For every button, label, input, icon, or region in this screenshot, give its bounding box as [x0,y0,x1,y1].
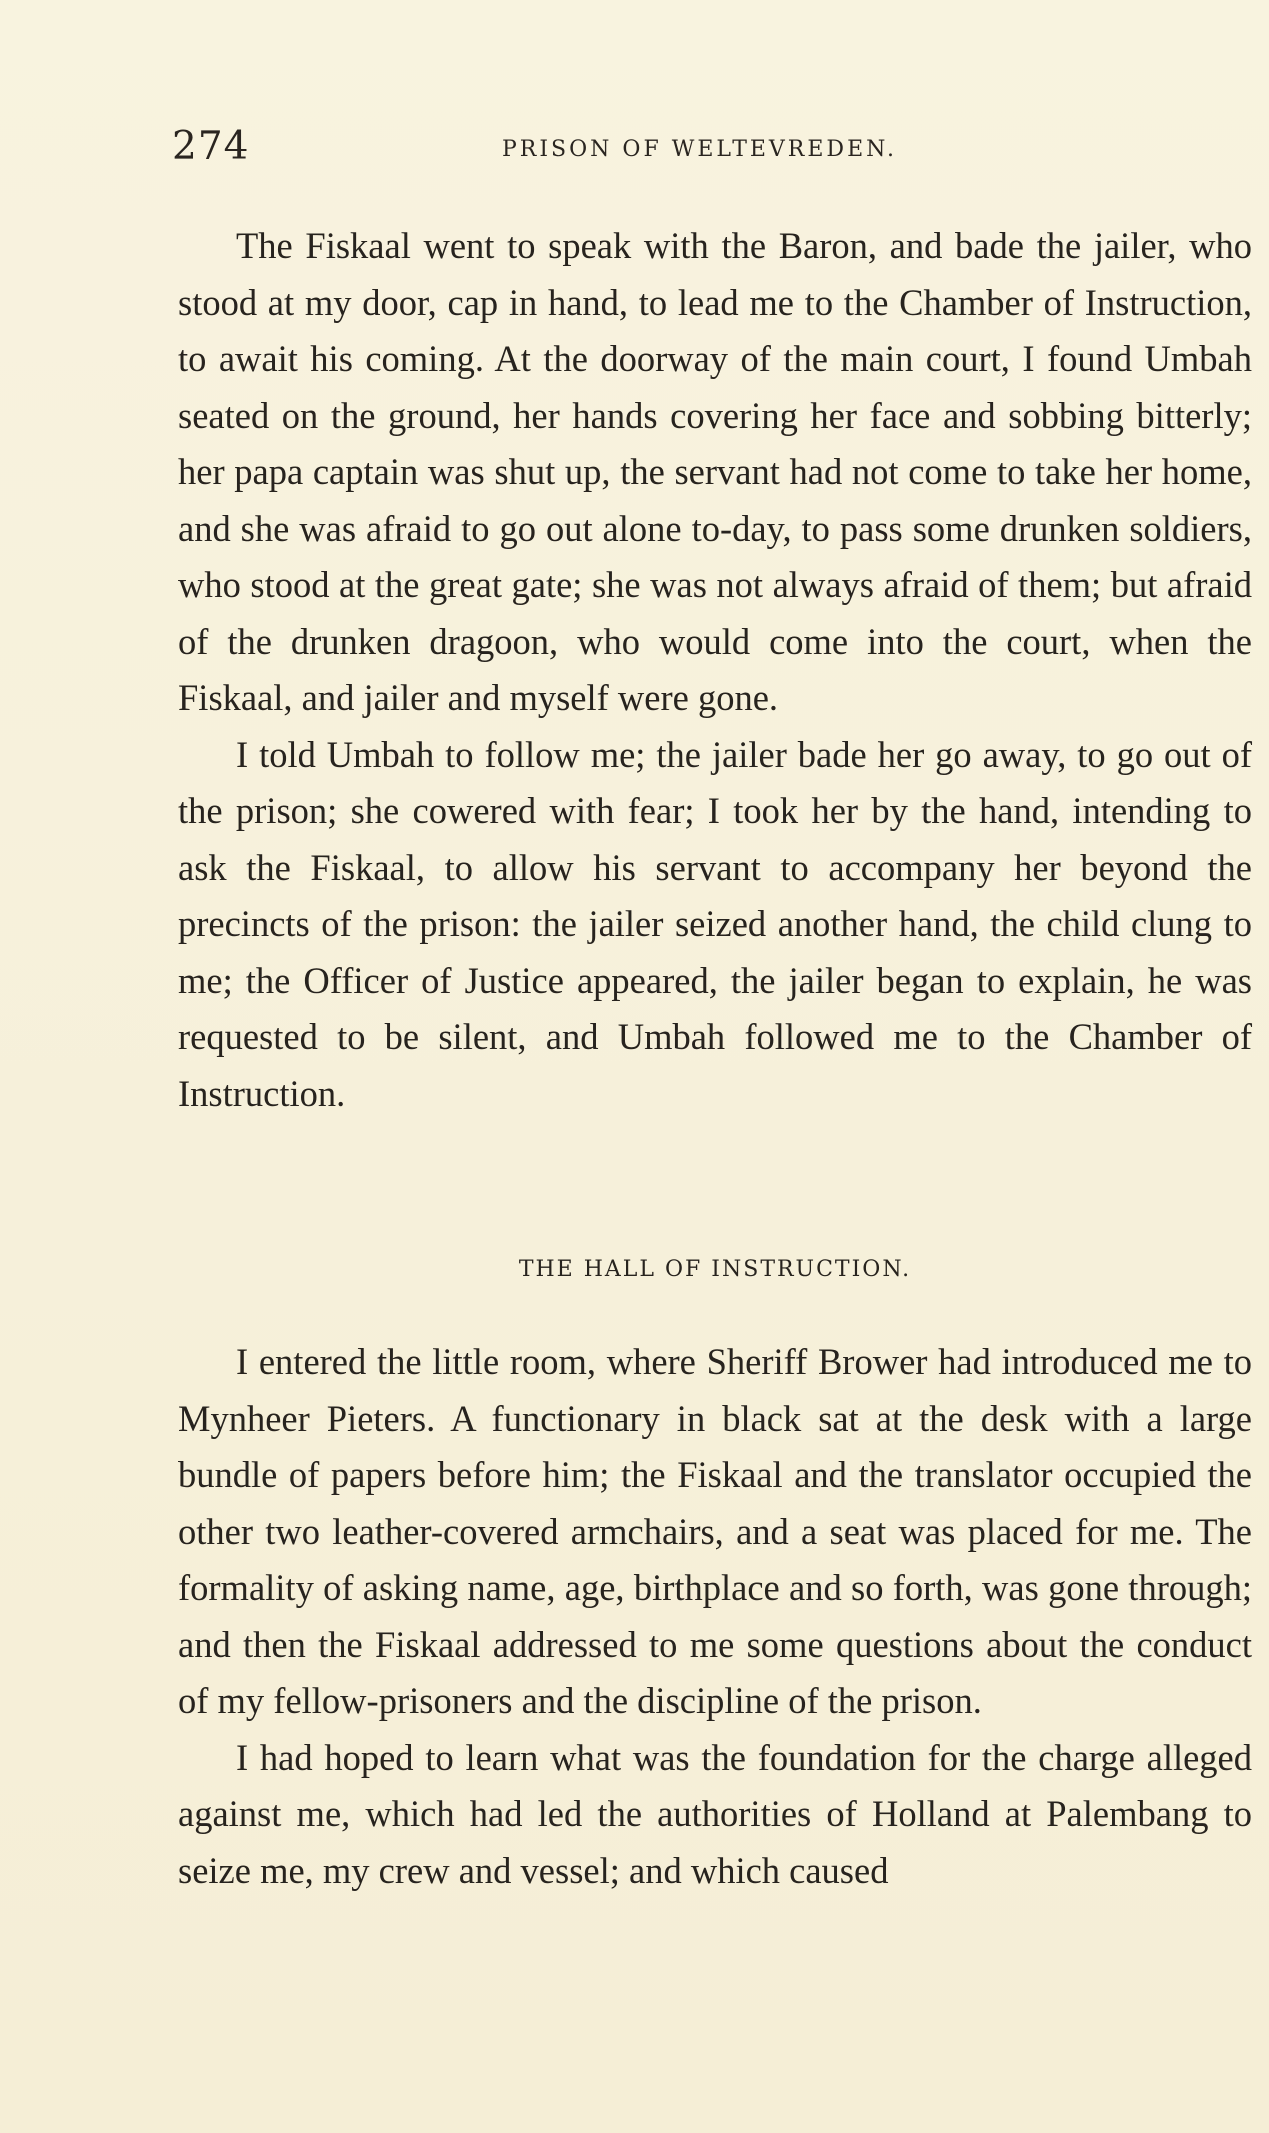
running-head [172,122,1247,172]
page-number: 274 [172,124,250,169]
paragraph: The Fiskaal went to speak with the Baron, and bade the jailer, who stood at my door, cap in hand, to lead me to the Chamber of Instruction, to await his coming. At the doorway of the main court, I found Umbah seated on the ground, her hands covering her face and sobbing bitterly; her papa captain was shut up, the servant had not come to take her home, and she was afraid to go out alone to-day, to pass some drunken soldiers, who stood at the great gate; she was not always afraid of them; but afraid of the drunken dragoon, who would come into the court, when the Fiskaal, and jailer and myself were gone. [178,225,1252,718]
paragraph: I told Umbah to follow me; the jailer bade her go away, to go out of the prison; she cowered with fear; I took her by the hand, intending to ask the Fiskaal, to allow his servant to accompany her beyond the precincts of the prison: the jailer seized another hand, the child clung to me; the Officer of Justice appeared, the jailer began to explain, he was requested to be silent, and Umbah followed me to the Chamber of Instruction. [178,733,1252,1114]
paragraph: I entered the little room, where Sheriff Brower had introduced me to Mynheer Pieters. A functionary in black sat at the desk with a large bundle of papers before him; the Fiskaal and the translator occupied the other two leather-covered armchairs, and a seat was placed for me. The formality of asking name, age, birthplace and so forth, was gone through; and then the Fiskaal addressed to me some questions about the conduct of my fellow-prisoners and the discipline of the prison. [178,1341,1252,1721]
section-heading: THE HALL OF INSTRUCTION. [518,1257,912,1282]
paragraph: I had hoped to learn what was the foundation for the charge alleged against me, which had led the authorities of Holland at Palembang to seize me, my crew and vessel; and which caused [178,1736,1252,1891]
text-block-2 [178,1334,1252,1899]
running-title: PRISON OF WELTEVREDEN. [502,137,897,162]
text-block-1 [178,218,1252,1122]
